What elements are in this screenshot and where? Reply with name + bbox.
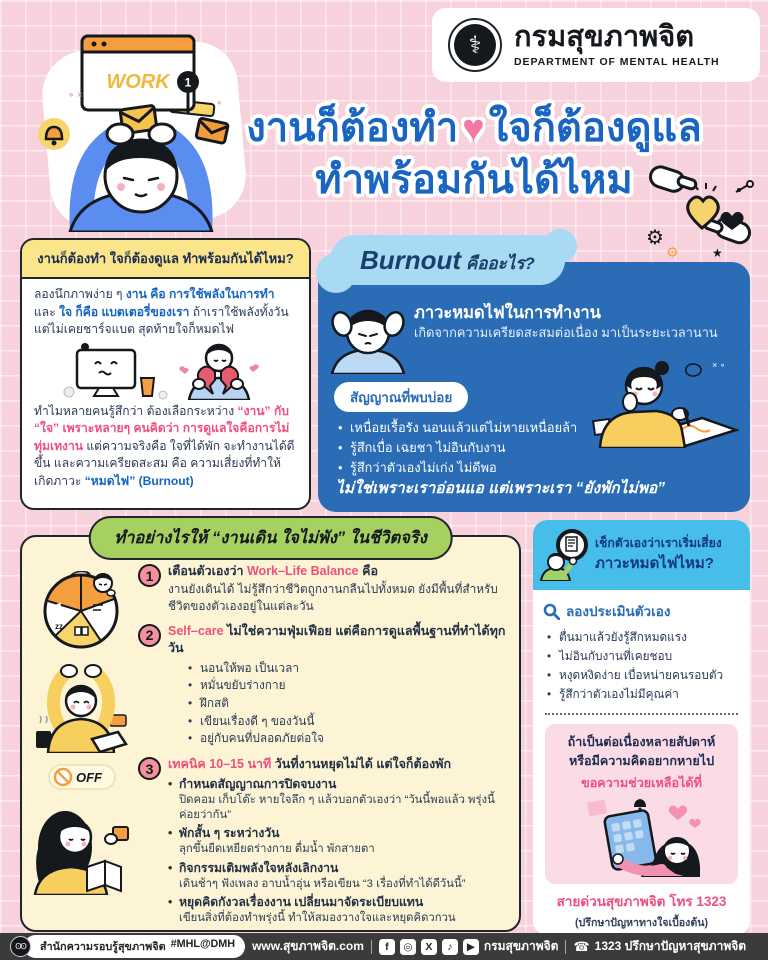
heart-icon <box>668 806 686 821</box>
heading-line1: เช็กตัวเองว่าเราเริ่มเสี่ยง <box>595 535 722 550</box>
magnifier-person-illustration <box>539 529 591 581</box>
hashtag-label: #MHL@DMH <box>170 938 236 950</box>
intro-paragraph-1 <box>34 286 297 339</box>
burnout-question: คืออะไร? <box>461 254 535 273</box>
list-item: • รู้สึกว่าตัวเองไม่มีคุณค่า <box>547 685 740 704</box>
self-assess-title <box>543 600 740 622</box>
list-item: • อยู่กับคนที่ปลอดภัยต่อใจ <box>188 730 509 748</box>
list-item: • รู้สึกเบื่อ เฉยชา ไม่อินกับงาน <box>338 438 590 458</box>
youtube-icon[interactable]: ▶ <box>463 939 479 955</box>
org-badge <box>24 935 245 958</box>
text-segment: คือ <box>358 564 378 578</box>
title-line2: ทำพร้อมกันได้ไหม <box>315 158 633 203</box>
tip-head: • กำหนดสัญญาณการปิดจบงาน <box>168 776 509 793</box>
warning-line1: ถ้าเป็นต่อเนื่องหลายสัปดาห์ <box>567 735 716 750</box>
website-link[interactable]: www.สุขภาพจิต.com <box>252 939 364 953</box>
stress-computer-broken-heart-illustration <box>61 342 271 400</box>
burnout-definition-heading: ภาวะหมดไฟในการทำงาน <box>414 304 601 322</box>
tip <box>168 860 509 892</box>
notification-badge <box>177 71 199 93</box>
text-segment: ถ้าเราใช้พลังทั้งวันแต่ไม่เคยชาร์จแบต สุดท้ายใจก็หมดไฟ <box>34 304 289 337</box>
list-item: • เหนื่อยเรื้อรัง นอนแล้วแต่ไม่หายเหนื่อยล้า <box>338 418 590 438</box>
tip-desc: ปิดคอม เก็บโต๊ะ หายใจลึก ๆ แล้วบอกตัวเองว่า “วันนี้พอแล้ว พรุ่งนี้ค่อยว่ากัน” <box>179 793 495 821</box>
list-item: • หมั่นขยับร่างกาย <box>188 677 509 695</box>
book-icon <box>75 627 88 635</box>
divider <box>565 940 566 954</box>
warning-line2: หรือมีความคิดอยากหายไป <box>568 754 715 769</box>
howto-item-3 <box>138 756 509 926</box>
text-segment: “หมดไฟ” (Burnout) <box>84 473 194 488</box>
list-item: • หงุดหงิดง่าย เบื่อหน่ายคนรอบตัว <box>547 666 740 685</box>
intro-card <box>20 238 311 510</box>
facebook-icon[interactable]: f <box>379 939 395 955</box>
burnout-word: Burnout <box>360 245 462 275</box>
stressed-person-illustration <box>326 298 410 374</box>
item-number-badge: 2 <box>138 624 161 647</box>
howto-card <box>20 529 521 932</box>
woman-with-tablet-illustration <box>578 795 706 877</box>
text-segment: Work–Life Balance <box>246 564 359 578</box>
text-segment: และ <box>34 304 60 319</box>
assess-label: ลองประเมินตัวเอง <box>566 604 671 619</box>
howto-item-2 <box>138 623 509 748</box>
svg-text:zz: zz <box>55 622 63 631</box>
heart-icon: ♥ <box>462 108 485 150</box>
item-title <box>168 756 509 774</box>
list-item: • รู้สึกว่าตัวเองไม่เก่ง ไม่ดีพอ <box>338 458 590 478</box>
heading-line2: ภาวะหมดไฟไหม? <box>595 555 714 573</box>
svg-text:× ∘: × ∘ <box>712 360 726 370</box>
owl-mascot-icon: ʘʘ <box>10 936 31 957</box>
howto-item-1 <box>138 563 509 615</box>
tiktok-icon[interactable]: ♪ <box>442 939 458 955</box>
tired-woman-illustration <box>592 356 744 448</box>
work-browser-window <box>82 36 194 110</box>
text-segment: ใจ ก็คือ แบตเตอรี่ของเรา <box>59 304 190 319</box>
work-label: WORK <box>106 71 170 93</box>
stretching-person-illustration <box>34 661 129 753</box>
bell-icon <box>38 118 70 150</box>
help-label: ขอความช่วยเหลือได้ที่ <box>581 776 702 791</box>
text-segment: วันที่งานหยุดไม่ได้ แต่ใจก็ต้องพัก <box>271 757 452 772</box>
svg-text:∘ ×: ∘ × <box>68 90 83 101</box>
self-check-heading <box>533 520 750 590</box>
list-item: • ฝึกสติ <box>188 695 509 713</box>
signs-pill: สัญญาณที่พบบ่อย <box>334 382 468 412</box>
item-number-badge: 1 <box>138 564 161 587</box>
book-icon <box>87 861 105 891</box>
selfcare-list <box>188 660 509 748</box>
off-toggle-badge <box>49 765 115 789</box>
social-links <box>379 937 559 956</box>
phone-icon: ☎ <box>573 938 590 954</box>
text-segment: ทำไมหลายคนรู้สึกว่า ต้องเลือกระหว่าง <box>34 403 238 418</box>
department-header <box>432 8 760 82</box>
ministry-seal-logo <box>448 18 502 72</box>
org-name-en: DEPARTMENT OF MENTAL HEALTH <box>514 55 720 68</box>
burnout-definition-sub: เกิดจากความเครียดสะสมต่อเนื่อง มาเป็นระยะเวลานาน <box>414 325 718 341</box>
star-icon: ★ <box>712 246 723 260</box>
list-item: • นอนให้พอ เป็นเวลา <box>188 660 509 678</box>
org-name-th: กรมสุขภาพจิต <box>514 21 695 54</box>
gear-icon: ⚙ <box>646 227 664 249</box>
tip-desc: ลุกขึ้นยืดเหยียดร่างกาย ดื่มน้ำ พักสายตา <box>179 843 375 856</box>
search-icon <box>543 603 560 620</box>
burnout-quote: ไม่ใช่เพราะเราอ่อนแอ แต่เพราะเรา “ยังพักไม่พอ” <box>336 480 665 497</box>
list-item: • ตื่นมาแล้วยังรู้สึกหมดแรง <box>547 628 740 647</box>
hotline-number: สายด่วนสุขภาพจิต โทร 1323 <box>556 894 727 910</box>
off-label: OFF <box>75 770 102 785</box>
caduceus-icon: ⚕ <box>454 24 496 66</box>
divider <box>371 940 372 954</box>
item-title <box>168 563 509 581</box>
dotted-divider <box>545 713 738 715</box>
hands-hearts-illustration <box>640 156 764 260</box>
text-segment: งาน คือ การใช้พลังในการทำ <box>125 287 275 301</box>
item-title <box>168 623 509 658</box>
tip-desc: เขียนสิ่งที่ต้องทำพรุ่งนี้ ทำให้สมองวางใจและหยุดคิดวกวน <box>179 911 456 924</box>
burnout-cloud-bubble <box>330 235 565 285</box>
list-item: • ไม่อินกับงานที่เคยชอบ <box>547 647 740 666</box>
item-number-badge: 3 <box>138 757 161 780</box>
x-icon[interactable]: X <box>421 939 437 955</box>
tip-desc: เดินช้าๆ ฟังเพลง อาบน้ำอุ่น หรือเขียน “3 เรื่องที่ทำได้ดีวันนี้” <box>179 877 466 890</box>
title-line1 <box>186 102 762 154</box>
tip-head: • หยุดคิดกังวลเรื่องงาน เปลี่ยนมาจัดระเบียบแทน <box>168 894 509 911</box>
self-check-list <box>547 628 740 704</box>
self-check-card <box>533 520 750 935</box>
bell-icon <box>634 799 646 807</box>
daily-schedule-pie-illustration <box>41 571 121 651</box>
gear-icon: ⚙ <box>666 244 679 260</box>
text-segment: แต่ความจริงคือ ใจที่ได้พัก จะทำงานได้ดีขึ้น และความเครียดสะสม คือ ความเสี่ยงที่ทำให้เกิดภาวะ <box>34 438 295 488</box>
text-segment: เตือนตัวเองว่า <box>168 564 247 578</box>
burnout-card <box>318 245 750 512</box>
howto-heading: ทำอย่างไรให้ “งานเดิน ใจไม่พัง” ในชีวิตจริง <box>88 516 453 560</box>
intro-paragraph-2 <box>34 403 297 491</box>
org-badge-label: สำนักความรอบรู้สุขภาพจิต <box>40 941 166 953</box>
footer-bar <box>0 933 768 960</box>
text-segment: ลองนึกภาพง่าย ๆ <box>34 287 126 301</box>
help-panel <box>545 724 738 884</box>
svg-text:∘: ∘ <box>216 98 223 109</box>
text-segment: ไม่ใช่ความฟุ่มเฟือย แต่คือการดูแลพื้นฐานที่ทำได้ทุกวัน <box>168 623 506 656</box>
tip <box>168 776 509 824</box>
text-segment: เทคนิค 10–15 นาที <box>168 757 272 772</box>
list-item: • เขียนเรื่องดี ๆ ของวันนี้ <box>188 713 509 731</box>
instagram-icon[interactable]: ◎ <box>400 939 416 955</box>
off-work-reading-illustration <box>29 763 134 895</box>
intro-card-heading: งานก็ต้องทำ ใจก็ต้องดูแล ทำพร้อมกันได้ไหม? <box>22 240 309 279</box>
tip <box>168 894 509 926</box>
hotline-footer[interactable] <box>573 937 746 956</box>
tip <box>168 825 509 857</box>
social-handle: กรมสุขภาพจิต <box>483 939 559 953</box>
hand-icon <box>648 164 698 197</box>
title-line1-a: งานก็ต้องทำ <box>246 106 459 150</box>
item-body: งานยังเดินได้ ไม่รู้สึกว่าชีวิตถูกงานกลืนไปทั้งหมด ยังมีพื้นที่สำหรับชีวิตของตัวเองอยู่ในแต่ละวัน <box>168 581 498 613</box>
text-segment: “งาน” กับ “ใจ” เพราะหลายๆ คนคิดว่า การดูแลใจคือการไม่ทุ่มเทงาน <box>34 403 290 453</box>
title-line1-b: ใจก็ต้องดูแล <box>488 106 702 150</box>
phone-label: 1323 ปรึกษาปัญหาสุขภาพจิต <box>594 939 747 953</box>
svg-text:1: 1 <box>184 75 192 90</box>
tip-head: • พักสั้น ๆ ระหว่างวัน <box>168 825 509 842</box>
hotline-note: (ปรึกษาปัญหาทางใจเบื้องต้น) <box>575 917 708 930</box>
text-segment: Self–care <box>168 623 224 638</box>
tip-head: • กิจกรรมเติมพลังใจหลังเลิกงาน <box>168 860 509 877</box>
